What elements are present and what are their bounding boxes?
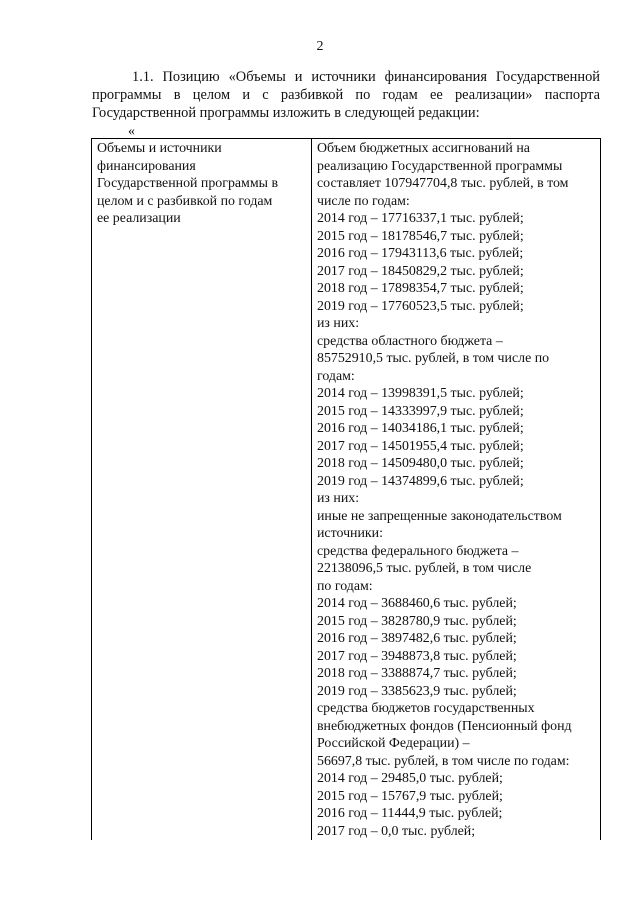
funding-line: 2015 год – 15767,9 тыс. рублей; (317, 788, 503, 804)
funding-line: из них: (317, 316, 360, 331)
funding-line: 2017 год – 14501955,4 тыс. рублей; (317, 438, 524, 454)
passport-table (91, 138, 601, 840)
funding-line: 2014 год – 13998391,5 тыс. рублей; (317, 386, 524, 401)
funding-line: из них: (317, 491, 360, 506)
funding-line: 2017 год – 18450829,2 тыс. рублей; (317, 263, 524, 279)
funding-line: 2016 год – 3897482,6 тыс. рублей; (317, 631, 517, 646)
funding-line: 2019 год – 3385623,9 тыс. рублей; (317, 683, 517, 699)
position-name-line: финансирования (97, 158, 196, 174)
funding-line: 2019 год – 17760523,5 тыс. рублей; (317, 298, 524, 314)
position-name-line: Государственной программы в (97, 176, 279, 191)
amendment-paragraph: 1.1. Позицию «Объемы и источники финансирования Государственной программы в целом и с разбивкой по годам ее реализации» паспорта Государственной программы изложить в следующей редакции: (92, 69, 600, 121)
funding-line: Российской Федерации) – (317, 736, 470, 751)
position-name-line: целом и с разбивкой по годам (97, 193, 273, 209)
funding-line: 2016 год – 11444,9 тыс. рублей; (317, 806, 503, 821)
funding-line: 2016 год – 17943113,6 тыс. рублей; (317, 246, 524, 261)
funding-line: числе по годам: (317, 193, 410, 209)
funding-line: 2014 год – 3688460,6 тыс. рублей; (317, 596, 517, 611)
funding-line: Объем бюджетных ассигнований на (317, 141, 530, 156)
funding-line: средства областного бюджета – (317, 333, 503, 349)
funding-line: 2014 год – 29485,0 тыс. рублей; (317, 771, 503, 786)
funding-line: 2016 год – 14034186,1 тыс. рублей; (317, 421, 524, 436)
funding-line: иные не запрещенные законодательством (317, 508, 562, 524)
funding-line: внебюджетных фондов (Пенсионный фонд (317, 718, 572, 734)
funding-line: 2018 год – 14509480,0 тыс. рублей; (317, 456, 524, 471)
funding-line: 2017 год – 0,0 тыс. рублей; (317, 823, 476, 839)
funding-line: 2018 год – 3388874,7 тыс. рублей; (317, 666, 517, 681)
funding-line: составляет 107947704,8 тыс. рублей, в том (317, 176, 569, 191)
funding-details-cell (312, 139, 601, 841)
funding-line: 2015 год – 14333997,9 тыс. рублей; (317, 403, 524, 419)
funding-line: средства федерального бюджета – (317, 543, 519, 559)
funding-line: 22138096,5 тыс. рублей, в том числе (317, 561, 532, 576)
funding-line: источники: (317, 526, 383, 541)
position-name-cell (92, 139, 312, 841)
funding-line: 2015 год – 18178546,7 тыс. рублей; (317, 228, 524, 244)
funding-line: 85752910,5 тыс. рублей, в том числе по (317, 351, 550, 366)
funding-line: средства бюджетов государственных (317, 701, 535, 716)
funding-line: годам: (317, 368, 355, 384)
position-name-line: ее реализации (97, 211, 181, 226)
funding-line: реализацию Государственной программы (317, 158, 563, 174)
funding-line: 56697,8 тыс. рублей, в том числе по годам: (317, 753, 570, 769)
page-number: 2 (316, 39, 324, 54)
opening-quote-mark: « (128, 124, 135, 139)
funding-line: по годам: (317, 578, 373, 594)
funding-line: 2019 год – 14374899,6 тыс. рублей; (317, 473, 524, 489)
table-row (92, 139, 601, 841)
position-name-line: Объемы и источники (97, 141, 222, 156)
funding-line: 2014 год – 17716337,1 тыс. рублей; (317, 211, 524, 226)
funding-line: 2017 год – 3948873,8 тыс. рублей; (317, 648, 517, 664)
funding-line: 2015 год – 3828780,9 тыс. рублей; (317, 613, 517, 629)
funding-line: 2018 год – 17898354,7 тыс. рублей; (317, 281, 524, 296)
